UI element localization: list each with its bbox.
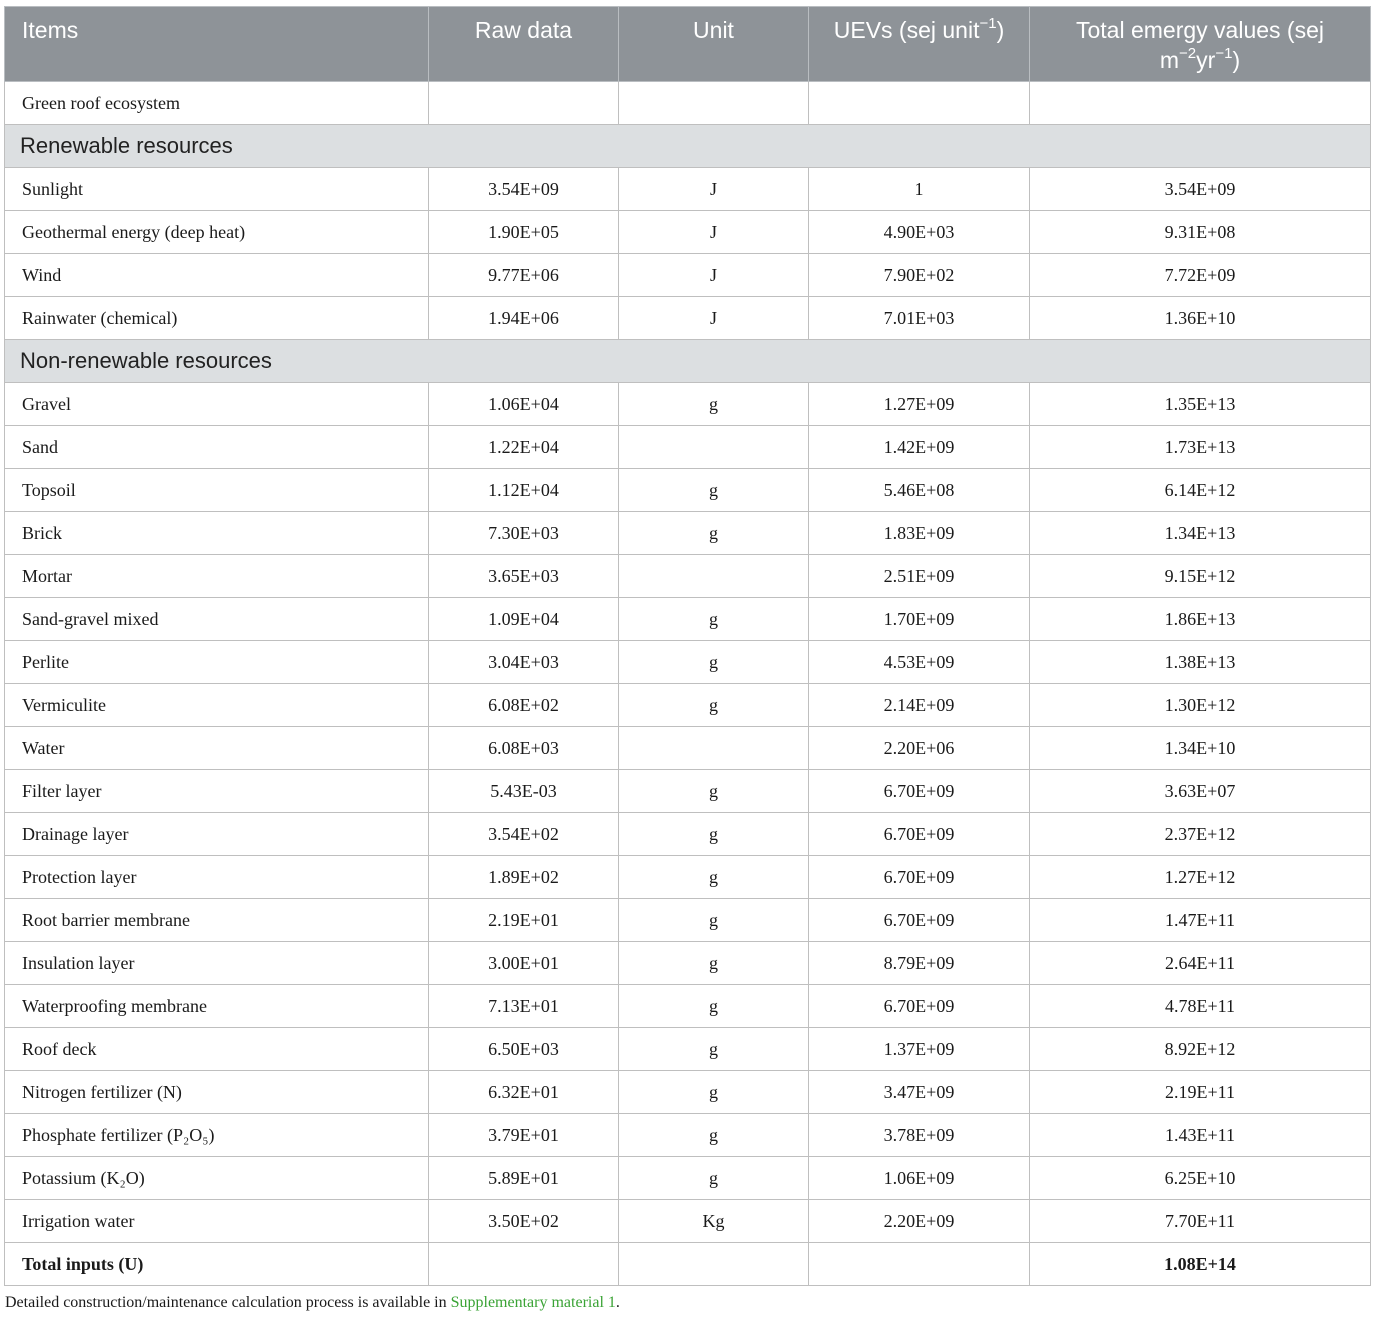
supplementary-link[interactable]: Supplementary material 1: [450, 1294, 616, 1311]
cell-item: Wind: [5, 254, 429, 297]
table-row: [5, 813, 1371, 856]
cell-total: 1.38E+13: [1030, 641, 1371, 684]
header-items: Items: [5, 7, 429, 82]
cell-total: 1.36E+10: [1030, 297, 1371, 340]
cell-total: 1.35E+13: [1030, 383, 1371, 426]
cell-uev: 4.90E+03: [809, 211, 1030, 254]
cell-total: 7.70E+11: [1030, 1200, 1371, 1243]
cell-item: Vermiculite: [5, 684, 429, 727]
header-total-emergy: [1030, 7, 1371, 82]
cell-item: Insulation layer: [5, 942, 429, 985]
cell-total: 2.64E+11: [1030, 942, 1371, 985]
cell-item: Protection layer: [5, 856, 429, 899]
table-row: [5, 727, 1371, 770]
cell-raw: 3.54E+02: [429, 813, 619, 856]
cell-unit: g: [619, 383, 809, 426]
cell-total: 1.27E+12: [1030, 856, 1371, 899]
cell-raw: 3.54E+09: [429, 168, 619, 211]
cell-unit: g: [619, 598, 809, 641]
cell-unit: g: [619, 1157, 809, 1200]
cell-total: 2.19E+11: [1030, 1071, 1371, 1114]
cell-item: Roof deck: [5, 1028, 429, 1071]
header-raw-data: Raw data: [429, 7, 619, 82]
cell-uev: 6.70E+09: [809, 856, 1030, 899]
cell-unit: J: [619, 297, 809, 340]
cell-total: 9.15E+12: [1030, 555, 1371, 598]
cell-total: 1.86E+13: [1030, 598, 1371, 641]
cell-uev: 2.20E+06: [809, 727, 1030, 770]
cell-unit: [619, 555, 809, 598]
cell-uev: 2.14E+09: [809, 684, 1030, 727]
cell-raw: 1.12E+04: [429, 469, 619, 512]
table-row-total: [5, 1243, 1371, 1286]
table-row: [5, 426, 1371, 469]
cell-total: 1.30E+12: [1030, 684, 1371, 727]
section-row-renewable: [5, 125, 1371, 168]
cell-raw: 1.94E+06: [429, 297, 619, 340]
cell-raw: 1.89E+02: [429, 856, 619, 899]
cell-unit: [619, 426, 809, 469]
header-total-sup2: −1: [1215, 45, 1233, 62]
cell-total: 1.34E+13: [1030, 512, 1371, 555]
cell-item: Sand-gravel mixed: [5, 598, 429, 641]
cell-total: 6.14E+12: [1030, 469, 1371, 512]
cell-raw: 6.08E+03: [429, 727, 619, 770]
cell-item: Nitrogen fertilizer (N): [5, 1071, 429, 1114]
cell-raw: 5.89E+01: [429, 1157, 619, 1200]
table-row: [5, 770, 1371, 813]
table-row: [5, 899, 1371, 942]
cell-uev: 1.42E+09: [809, 426, 1030, 469]
header-total-text: Total emergy values (sej m: [1076, 17, 1324, 73]
cell-total: 6.25E+10: [1030, 1157, 1371, 1200]
cell-total: 3.63E+07: [1030, 770, 1371, 813]
cell-item: Brick: [5, 512, 429, 555]
cell-raw: 1.09E+04: [429, 598, 619, 641]
cell-item: Irrigation water: [5, 1200, 429, 1243]
cell-uev: 7.90E+02: [809, 254, 1030, 297]
section-label-nonrenewable: Non-renewable resources: [5, 340, 1371, 383]
cell-raw: 9.77E+06: [429, 254, 619, 297]
cell-uev: 1: [809, 168, 1030, 211]
cell-total: 9.31E+08: [1030, 211, 1371, 254]
section-label-renewable: Renewable resources: [5, 125, 1371, 168]
table-row: [5, 856, 1371, 899]
section-row-nonrenewable: [5, 340, 1371, 383]
cell-unit: g: [619, 770, 809, 813]
cell-unit: g: [619, 813, 809, 856]
cell-raw: 6.32E+01: [429, 1071, 619, 1114]
cell-raw: 3.50E+02: [429, 1200, 619, 1243]
table-row: [5, 211, 1371, 254]
table-row: [5, 1157, 1371, 1200]
cell-raw: [429, 1243, 619, 1286]
table-row: [5, 512, 1371, 555]
cell-raw: 6.08E+02: [429, 684, 619, 727]
cell-raw: 3.04E+03: [429, 641, 619, 684]
header-total-mid: yr: [1196, 47, 1216, 73]
cell-unit: g: [619, 985, 809, 1028]
header-uevs-sup: −1: [979, 15, 997, 32]
cell-item: Perlite: [5, 641, 429, 684]
table-row: [5, 1028, 1371, 1071]
table-body: [5, 82, 1371, 1286]
cell-total: 1.43E+11: [1030, 1114, 1371, 1157]
cell-uev: 5.46E+08: [809, 469, 1030, 512]
table-row: [5, 254, 1371, 297]
cell-uev: 1.37E+09: [809, 1028, 1030, 1071]
cell-total: [1030, 82, 1371, 125]
cell-unit: g: [619, 899, 809, 942]
footnote-end: .: [615, 1294, 620, 1311]
header-uevs-text: UEVs (sej unit: [833, 17, 980, 43]
table-header: [5, 7, 1371, 82]
cell-uev: 1.06E+09: [809, 1157, 1030, 1200]
cell-raw: [429, 82, 619, 125]
table-row: [5, 555, 1371, 598]
cell-total: 1.73E+13: [1030, 426, 1371, 469]
cell-total: 1.47E+11: [1030, 899, 1371, 942]
cell-unit: [619, 727, 809, 770]
cell-uev: 8.79E+09: [809, 942, 1030, 985]
cell-unit: Kg: [619, 1200, 809, 1243]
table-row: [5, 1200, 1371, 1243]
cell-uev: 6.70E+09: [809, 985, 1030, 1028]
table-row-top: [5, 82, 1371, 125]
header-total-end: ): [1232, 47, 1241, 73]
cell-raw: 7.30E+03: [429, 512, 619, 555]
cell-uev: 7.01E+03: [809, 297, 1030, 340]
cell-raw: 7.13E+01: [429, 985, 619, 1028]
cell-total: 1.08E+14: [1030, 1243, 1371, 1286]
cell-item: Geothermal energy (deep heat): [5, 211, 429, 254]
cell-raw: 1.22E+04: [429, 426, 619, 469]
cell-uev: 6.70E+09: [809, 813, 1030, 856]
cell-uev: [809, 1243, 1030, 1286]
cell-raw: 5.43E-03: [429, 770, 619, 813]
emergy-table-container: [4, 6, 1370, 1286]
table-row: [5, 297, 1371, 340]
cell-raw: 3.65E+03: [429, 555, 619, 598]
header-total-sup1: −2: [1179, 45, 1197, 62]
cell-raw: 1.06E+04: [429, 383, 619, 426]
cell-item: Total inputs (U): [5, 1243, 429, 1286]
cell-item: Drainage layer: [5, 813, 429, 856]
cell-uev: 2.20E+09: [809, 1200, 1030, 1243]
cell-unit: g: [619, 1114, 809, 1157]
cell-item: Sunlight: [5, 168, 429, 211]
cell-unit: g: [619, 942, 809, 985]
table-row: [5, 383, 1371, 426]
cell-raw: 2.19E+01: [429, 899, 619, 942]
cell-item: Mortar: [5, 555, 429, 598]
table-row: [5, 469, 1371, 512]
cell-unit: J: [619, 211, 809, 254]
cell-item: Sand: [5, 426, 429, 469]
cell-item: Green roof ecosystem: [5, 82, 429, 125]
table-row: [5, 985, 1371, 1028]
cell-total: 4.78E+11: [1030, 985, 1371, 1028]
cell-uev: 6.70E+09: [809, 770, 1030, 813]
cell-unit: g: [619, 1028, 809, 1071]
cell-unit: J: [619, 168, 809, 211]
cell-unit: g: [619, 856, 809, 899]
cell-unit: J: [619, 254, 809, 297]
table-row: [5, 942, 1371, 985]
footnote-text: Detailed construction/maintenance calculation process is available in: [5, 1294, 451, 1311]
table-footnote: [5, 1294, 620, 1312]
cell-total: 3.54E+09: [1030, 168, 1371, 211]
table-row: [5, 684, 1371, 727]
cell-uev: 4.53E+09: [809, 641, 1030, 684]
cell-unit: g: [619, 512, 809, 555]
cell-item: Filter layer: [5, 770, 429, 813]
cell-raw: 6.50E+03: [429, 1028, 619, 1071]
cell-uev: 1.70E+09: [809, 598, 1030, 641]
cell-raw: 1.90E+05: [429, 211, 619, 254]
cell-total: 7.72E+09: [1030, 254, 1371, 297]
cell-uev: 1.83E+09: [809, 512, 1030, 555]
cell-unit: g: [619, 641, 809, 684]
cell-uev: [809, 82, 1030, 125]
header-uevs-end: ): [996, 17, 1005, 43]
cell-uev: 2.51E+09: [809, 555, 1030, 598]
cell-raw: 3.00E+01: [429, 942, 619, 985]
header-unit: Unit: [619, 7, 809, 82]
cell-uev: 3.78E+09: [809, 1114, 1030, 1157]
table-row: [5, 1071, 1371, 1114]
cell-uev: 1.27E+09: [809, 383, 1030, 426]
cell-unit: [619, 1243, 809, 1286]
table-row: [5, 598, 1371, 641]
cell-total: 1.34E+10: [1030, 727, 1371, 770]
cell-unit: g: [619, 469, 809, 512]
cell-total: 2.37E+12: [1030, 813, 1371, 856]
cell-item: Potassium (K₂O): [5, 1157, 429, 1200]
cell-unit: g: [619, 684, 809, 727]
cell-item: Phosphate fertilizer (P₂O₅): [5, 1114, 429, 1157]
cell-uev: 6.70E+09: [809, 899, 1030, 942]
cell-unit: [619, 82, 809, 125]
cell-item: Rainwater (chemical): [5, 297, 429, 340]
cell-item: Waterproofing membrane: [5, 985, 429, 1028]
cell-total: 8.92E+12: [1030, 1028, 1371, 1071]
cell-uev: 3.47E+09: [809, 1071, 1030, 1114]
table-row: [5, 641, 1371, 684]
cell-raw: 3.79E+01: [429, 1114, 619, 1157]
table-row: [5, 168, 1371, 211]
cell-item: Water: [5, 727, 429, 770]
cell-item: Topsoil: [5, 469, 429, 512]
header-uevs: [809, 7, 1030, 82]
emergy-table: [4, 6, 1371, 1286]
table-row: [5, 1114, 1371, 1157]
cell-unit: g: [619, 1071, 809, 1114]
cell-item: Gravel: [5, 383, 429, 426]
cell-item: Root barrier membrane: [5, 899, 429, 942]
